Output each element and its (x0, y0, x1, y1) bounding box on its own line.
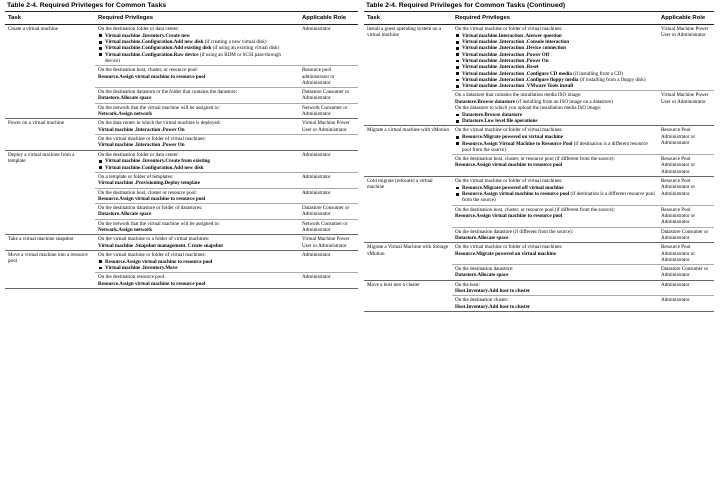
privileges-cell (452, 243, 658, 265)
bullet-icon (456, 53, 459, 56)
privileges-cell (95, 66, 299, 88)
privilege-list-item (105, 265, 296, 271)
privilege-name: Virtual machine .Interaction .Power Off (462, 51, 550, 58)
task-cell: Migrate a Virtual Machine with Storage vMotion (364, 243, 452, 280)
role-cell: Resource Pool Administrator or Administrator (658, 155, 714, 177)
privilege-note: (if using an existing virtual disk) (211, 45, 280, 52)
role-cell: Network Consumer or Administrator (299, 219, 358, 235)
privilege-name: Virtual machine.Interaction .Answer question (462, 32, 562, 39)
header-task: Task (5, 12, 95, 25)
privilege-name: Host.Inventory.Add host to cluster (455, 287, 531, 294)
privileges-cell (95, 188, 299, 204)
privilege-list (455, 185, 655, 204)
table-row (364, 243, 714, 265)
privilege-name: Resource.Assign virtual machine to resource pool (455, 213, 563, 220)
privilege-list (98, 33, 296, 64)
privilege-name: Virtual machine .Interaction .VMware Tools install (462, 83, 574, 90)
privilege-name: Virtual machine.Configuration.Add new disk (105, 164, 204, 171)
privilege-name: Resource.Assign virtual machine to resource pool (455, 162, 563, 169)
scope-text: On the host: (455, 281, 480, 288)
task-cell: Install a guest operating system on a virtual machine (364, 25, 452, 126)
privilege-name: Virtual machine.Configuration.Add existing disk (105, 45, 212, 52)
privilege-name: Datastore.Allocate space (455, 272, 509, 279)
privilege-list (455, 33, 655, 90)
scope-text: On the destination host, cluster, or resource pool (if different from the source): (455, 206, 615, 213)
privilege-note: (if installing from a floppy disk) (578, 76, 646, 83)
scope-text: On the destination folder or data center: (98, 151, 180, 158)
scope-text: On the destination host, cluster or resource pool: (98, 189, 198, 196)
privilege-name: Virtual machine .Interaction .Reset (462, 64, 539, 71)
privilege-note: (if installing from an ISO image on a datastore) (514, 98, 614, 105)
privileges-cell (452, 177, 658, 206)
privilege-list-item (462, 83, 655, 89)
header-applicable-role: Applicable Role (658, 12, 714, 25)
bullet-icon (456, 60, 459, 63)
task-cell: Take a virtual machine snapshot (5, 235, 95, 251)
role-cell: Administrator (658, 280, 714, 296)
privilege-name: Virtual machine .Interaction .Power On (462, 57, 549, 64)
privileges-table (5, 11, 358, 289)
scope-text: On the virtual machine or folder of virtual machines: (455, 244, 563, 251)
privileges-cell (452, 265, 658, 281)
role-cell: Datastore Consumer or Administrator (299, 204, 358, 220)
privilege-name: Resource.Assign Virtual Machine to Resource Pool (462, 140, 573, 147)
privilege-name: Resource.Assign virtual machine to resource pool (98, 73, 206, 80)
bullet-icon (456, 47, 459, 50)
bullet-icon (456, 34, 459, 37)
scope-text: On the destination datastore or folder of datastores: (98, 205, 203, 212)
privilege-name: Network.Assign network (98, 227, 153, 234)
role-cell: Administrator (299, 188, 358, 204)
task-cell: Move a virtual machine into a resource pool (5, 250, 95, 288)
privilege-name: Datastore.Allocate space (455, 234, 509, 241)
bullet-icon (456, 142, 459, 145)
privilege-name: Datastore.Browse datastore (462, 111, 522, 118)
table-row (5, 25, 358, 66)
privilege-name: Virtual machine .Snapshot management. Create snapshot (98, 242, 223, 249)
role-cell: Virtual Machine Power User or Administrator (658, 25, 714, 91)
privileges-cell (95, 273, 299, 289)
scope-text: On the destination cluster: (455, 297, 509, 304)
privileges-cell (452, 205, 658, 227)
privilege-name: Virtual machine.Configuration.Raw device (105, 51, 199, 58)
bullet-icon (99, 34, 102, 37)
privilege-name: Virtual machine .Inventory.Move (105, 265, 178, 271)
privilege-name: Virtual machine .Interaction .Configure CD media (462, 70, 572, 77)
role-cell: Administrator (658, 296, 714, 312)
task-cell: Deploy a virtual machine from a template (5, 150, 95, 235)
privilege-name: Resource.Assign virtual machine to resource pool (105, 258, 213, 265)
privilege-name: Resource.Assign virtual machine to resource pool (98, 195, 206, 202)
bullet-icon (99, 47, 102, 50)
privilege-name: Virtual machine .Inventory.Create from existing (105, 158, 210, 165)
scope-text: On the destination resource pool: (98, 274, 166, 281)
privilege-note: (if creating a new virtual disk) (203, 39, 267, 46)
task-cell: Create a virtual machine (5, 25, 95, 119)
table-caption: Table 2-4. Required Privileges for Common Tasks (7, 2, 167, 9)
privileges-cell (95, 235, 299, 251)
privileges-cell (95, 119, 299, 135)
bullet-icon (99, 166, 102, 169)
role-cell: Resource Pool Administrator or Administrator (658, 243, 714, 265)
privileges-cell (95, 134, 299, 150)
privilege-name: Virtual machine .Inventory.Create new (105, 32, 191, 39)
privilege-name: Resource.Assign virtual machine to resource pool (462, 191, 570, 198)
table-header-row (5, 12, 358, 25)
privileges-cell (95, 250, 299, 272)
privilege-list (455, 112, 655, 125)
scope-text: On the network that the virtual machine will be assigned to: (98, 220, 220, 227)
privilege-name: Datastore.Allocate space (98, 95, 152, 102)
privileges-cell (95, 25, 299, 66)
privilege-name: Network.Assign network (98, 111, 153, 118)
task-cell: Move a host into a cluster (364, 280, 452, 311)
role-cell: Resource Pool Administrator or Administrator (658, 126, 714, 155)
privilege-note: (if destination is a different resource pool from the source) (462, 140, 648, 153)
header-required-privileges: Required Privileges (95, 12, 299, 25)
role-cell: Resource Pool Administrator or Administrator (658, 205, 714, 227)
role-cell: Administrator (299, 150, 358, 172)
scope-text: On the data center in which the virtual machine is deployed: (98, 120, 221, 127)
scope-text: On the virtual machine or folder of virtual machines: (98, 135, 206, 142)
role-cell: Datastore Consumer or Administrator (658, 227, 714, 243)
privilege-name: Virtual machine .Provisioning.Deploy template (98, 180, 201, 187)
table-row (364, 126, 714, 155)
scope-text: On the virtual machine or folder of virtual machines: (455, 127, 563, 134)
privilege-note: (if using an RDM or SCSI pass-through device) (105, 51, 281, 64)
privilege-name: Virtual machine.Configuration.Add new disk (105, 39, 204, 46)
role-cell: Administrator (299, 172, 358, 188)
bullet-icon (456, 79, 459, 82)
table-body (5, 25, 358, 289)
bullet-icon (99, 160, 102, 163)
privilege-name: Virtual machine .Interaction .Power On (98, 142, 185, 149)
role-cell: Network Consumer or Administrator (299, 103, 358, 119)
role-cell: Administrator (299, 25, 358, 66)
privilege-note: (if destination is a different resource pool from the source) (462, 191, 655, 204)
privileges-cell (452, 91, 658, 126)
privileges-cell (95, 172, 299, 188)
bullet-icon (456, 187, 459, 190)
privilege-list (98, 158, 296, 171)
table-row (364, 25, 714, 91)
table-row (364, 280, 714, 296)
privileges-cell (95, 219, 299, 235)
bullet-icon (456, 85, 459, 88)
bullet-icon (99, 53, 102, 56)
table-row (5, 150, 358, 172)
scope-text: On the datastore to which you upload the installation media ISO image: (455, 105, 602, 112)
privileges-cell (452, 155, 658, 177)
role-cell: Virtual Machine Power User or Administrator (299, 235, 358, 251)
privilege-name: Resource.Migrate powered off virtual machine (462, 184, 564, 191)
privileges-cell (95, 88, 299, 104)
header-applicable-role: Applicable Role (299, 12, 358, 25)
task-cell: Migrate a virtual machine with vMotion (364, 126, 452, 177)
scope-text: On the virtual machine or folder of virtual machines: (455, 178, 563, 185)
privilege-list-item (462, 118, 655, 124)
role-cell: Virtual Machine Power User or Administrator (658, 91, 714, 126)
scope-text: On the virtual machine or a folder of virtual machines: (98, 236, 210, 243)
role-cell: Administrator (299, 273, 358, 289)
left-column (5, 0, 358, 289)
scope-text: On a template or folder of templates: (98, 173, 174, 180)
privilege-note: (if installing from a CD) (571, 70, 624, 77)
header-task: Task (364, 12, 452, 25)
header-required-privileges: Required Privileges (452, 12, 658, 25)
scope-text: On the destination folder or data center: (98, 26, 180, 32)
scope-text: On the destination datastore or the folder that contains the datastore: (98, 89, 238, 96)
table-header-row (364, 12, 714, 25)
table-body (364, 25, 714, 312)
scope-text: On the destination host, cluster, or resource pool (if different from the source): (455, 156, 615, 163)
bullet-icon (456, 120, 459, 123)
table-caption: Table 2-4. Required Privileges for Common Tasks (Continued) (366, 2, 566, 9)
right-column (364, 0, 714, 312)
bullet-icon (456, 66, 459, 69)
role-cell: Datastore Consumer or Administrator (658, 265, 714, 281)
privilege-name: Host.Inventory.Add host to cluster (455, 303, 531, 310)
bullet-icon (456, 41, 459, 44)
task-cell: Cold migrate (relocate) a virtual machine (364, 177, 452, 243)
privileges-cell (452, 280, 658, 296)
role-cell: Resource Pool Administrator or Administrator (658, 177, 714, 206)
scope-text: On the network that the virtual machine will be assigned to: (98, 104, 220, 111)
privilege-name: Resource.Assign virtual machine to resource pool (98, 280, 206, 287)
role-cell: Resource pool administrator or Administrator (299, 66, 358, 88)
scope-text: On the virtual machine or folder of virtual machines: (98, 251, 206, 258)
scope-text: On the virtual machine or folder of virtual machines: (455, 26, 563, 32)
privileges-cell (452, 227, 658, 243)
privilege-name: Datastore.Browse datastore (455, 98, 515, 105)
role-cell: Virtual Machine Power User or Administrator (299, 119, 358, 135)
privileges-cell (452, 25, 658, 91)
bullet-icon (456, 114, 459, 117)
bullet-icon (99, 267, 102, 270)
privilege-list (98, 259, 296, 272)
role-cell: Administrator (299, 250, 358, 272)
table-row (364, 177, 714, 206)
bullet-icon (456, 193, 459, 196)
privilege-name: Virtual machine .Interaction .Configure floppy media (462, 76, 579, 83)
bullet-icon (456, 136, 459, 139)
scope-text: On a datastore that contains the installation media ISO image: (455, 92, 582, 99)
privilege-name: Datastore.Low level file operations (462, 118, 538, 125)
table-row (5, 119, 358, 135)
scope-text: On the destination datastore (if different from the source): (455, 228, 574, 235)
table-row (5, 250, 358, 272)
privileges-cell (95, 204, 299, 220)
privileges-cell (95, 150, 299, 172)
privilege-name: Virtual machine .Interaction .Device connection (462, 45, 566, 52)
privileges-table (364, 11, 714, 312)
scope-text: On the destination datastore: (455, 266, 514, 273)
privilege-list (455, 134, 655, 153)
privilege-list-item (462, 191, 655, 204)
scope-text: On the destination host, cluster, or resource pool: (98, 67, 199, 74)
table-row (5, 235, 358, 251)
bullet-icon (99, 41, 102, 44)
role-cell: Datastore Consumer or Administrator (299, 88, 358, 104)
privileges-cell (452, 126, 658, 155)
bullet-icon (99, 260, 102, 263)
task-cell: Power on a virtual machine (5, 119, 95, 150)
privilege-list-item (105, 52, 296, 65)
privilege-list-item (105, 165, 296, 171)
privilege-name: Resource.Migrate powered on virtual machine (455, 250, 556, 257)
privilege-name: Datastore.Allocate space (98, 211, 152, 218)
privilege-list-item (462, 141, 655, 154)
privileges-cell (95, 103, 299, 119)
privileges-cell (452, 296, 658, 312)
privilege-name: Virtual machine .Interaction .Power On (98, 126, 185, 133)
role-cell (299, 134, 358, 150)
privilege-name: Resource.Migrate powered on virtual machine (462, 134, 563, 141)
bullet-icon (456, 72, 459, 75)
privilege-name: Virtual machine .Interaction .Console interaction (462, 39, 570, 46)
